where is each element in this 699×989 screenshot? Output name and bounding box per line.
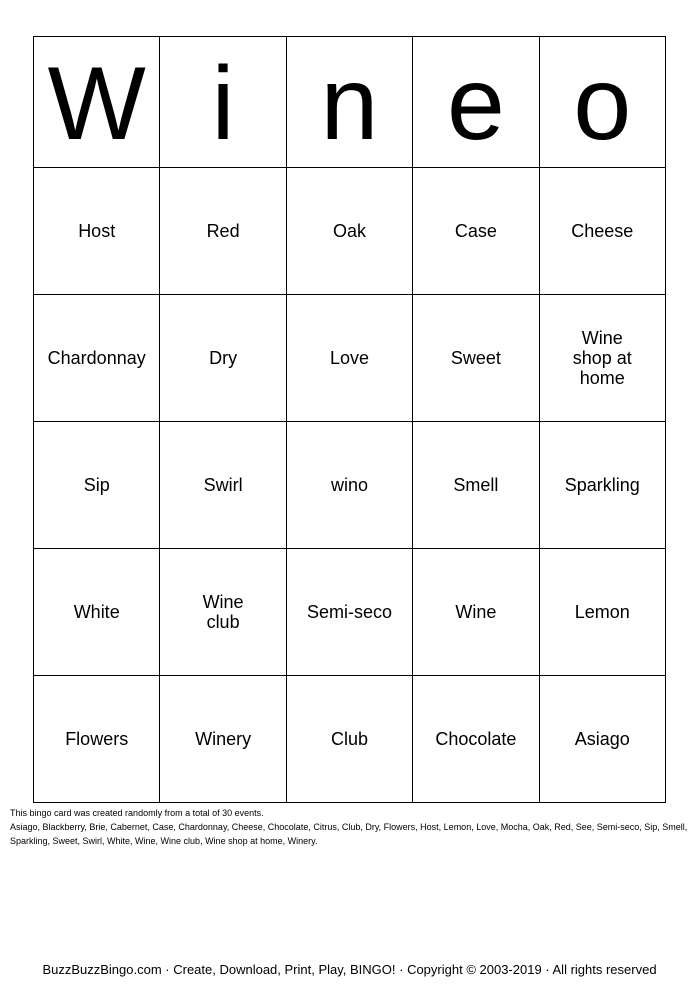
header-letter: n (286, 37, 412, 168)
header-letter: e (413, 37, 539, 168)
bingo-cell-label: White (73, 602, 120, 622)
bingo-row (34, 168, 666, 295)
bingo-row (34, 422, 666, 549)
footer (0, 962, 699, 978)
bingo-cell (286, 422, 412, 549)
bingo-cell-label: Asiago (574, 729, 630, 749)
bingo-cell-label: wino (330, 475, 368, 495)
bingo-cell (34, 676, 160, 803)
card-summary: This bingo card was created randomly from a total of 30 events. (10, 808, 264, 818)
bingo-cell-label: Oak (332, 221, 366, 241)
bingo-cell (413, 168, 539, 295)
bingo-cell-label: Cheese (571, 221, 634, 241)
bingo-cell-label: Winery (195, 729, 252, 749)
bingo-cell-label: Sparkling (564, 475, 640, 495)
bingo-cell (34, 168, 160, 295)
bingo-row (34, 676, 666, 803)
header-letter: i (160, 37, 286, 168)
bingo-cell (160, 168, 286, 295)
bingo-cell (286, 676, 412, 803)
bingo-cell (160, 676, 286, 803)
bingo-cell-label: Wine (455, 602, 497, 622)
bingo-cell (539, 168, 665, 295)
header-letter: o (539, 37, 665, 168)
bingo-cell-label: Club (330, 729, 368, 749)
site-link[interactable]: BuzzBuzzBingo.com (42, 962, 162, 977)
bingo-cell (286, 295, 412, 422)
bingo-cell-label: Wine shop at home (572, 328, 632, 388)
bingo-cell-label: Host (78, 221, 116, 241)
bingo-cell (413, 422, 539, 549)
bingo-header-row (34, 37, 666, 168)
bingo-cell (413, 295, 539, 422)
header-letter: W (34, 37, 160, 168)
bingo-cell-label: Chocolate (435, 729, 517, 749)
bingo-cell-label: Wine club (202, 592, 244, 632)
bingo-cell-label: Flowers (65, 729, 129, 749)
bingo-cell-label: Swirl (203, 475, 243, 495)
bingo-cell-label: Sweet (450, 348, 501, 368)
bingo-cell-label: Dry (209, 348, 238, 368)
footer-text: · Create, Download, Print, Play, BINGO! · Copyright © 2003-2019 · All rights reserved (161, 962, 657, 977)
bingo-cell-label: Smell (453, 475, 499, 495)
bingo-cell-label: Love (329, 348, 369, 368)
bingo-cell (539, 676, 665, 803)
bingo-cell-label: Sip (83, 475, 110, 495)
bingo-cell-label: Lemon (574, 602, 630, 622)
bingo-cell (34, 422, 160, 549)
bingo-cell (160, 295, 286, 422)
bingo-cell (413, 549, 539, 676)
bingo-cell (160, 549, 286, 676)
bingo-cell-label: Case (454, 221, 497, 241)
bingo-row (34, 295, 666, 422)
events-list: Asiago, Blackberry, Brie, Cabernet, Case, Chardonnay, Cheese, Chocolate, Citrus, Club, Dry, Flowers, Host, Lemon, Love, Mocha, Oak, Red, See, Semi-seco, Sip, Smell, Sparkling, Sweet, Swirl, White, Wine, Wine club, Wine shop at home, Winery. (10, 822, 688, 846)
bingo-card (33, 36, 666, 803)
bingo-cell-label: Red (206, 221, 240, 241)
bingo-cell-label: Chardonnay (47, 348, 146, 368)
bingo-cell (286, 549, 412, 676)
bingo-cell (34, 295, 160, 422)
bingo-cell (413, 676, 539, 803)
bingo-row (34, 549, 666, 676)
bingo-cell (539, 295, 665, 422)
bingo-cell (286, 168, 412, 295)
card-info (10, 806, 690, 848)
bingo-cell (539, 422, 665, 549)
bingo-cell (34, 549, 160, 676)
bingo-cell (160, 422, 286, 549)
bingo-cell-label: Semi-seco (306, 602, 392, 622)
bingo-cell (539, 549, 665, 676)
